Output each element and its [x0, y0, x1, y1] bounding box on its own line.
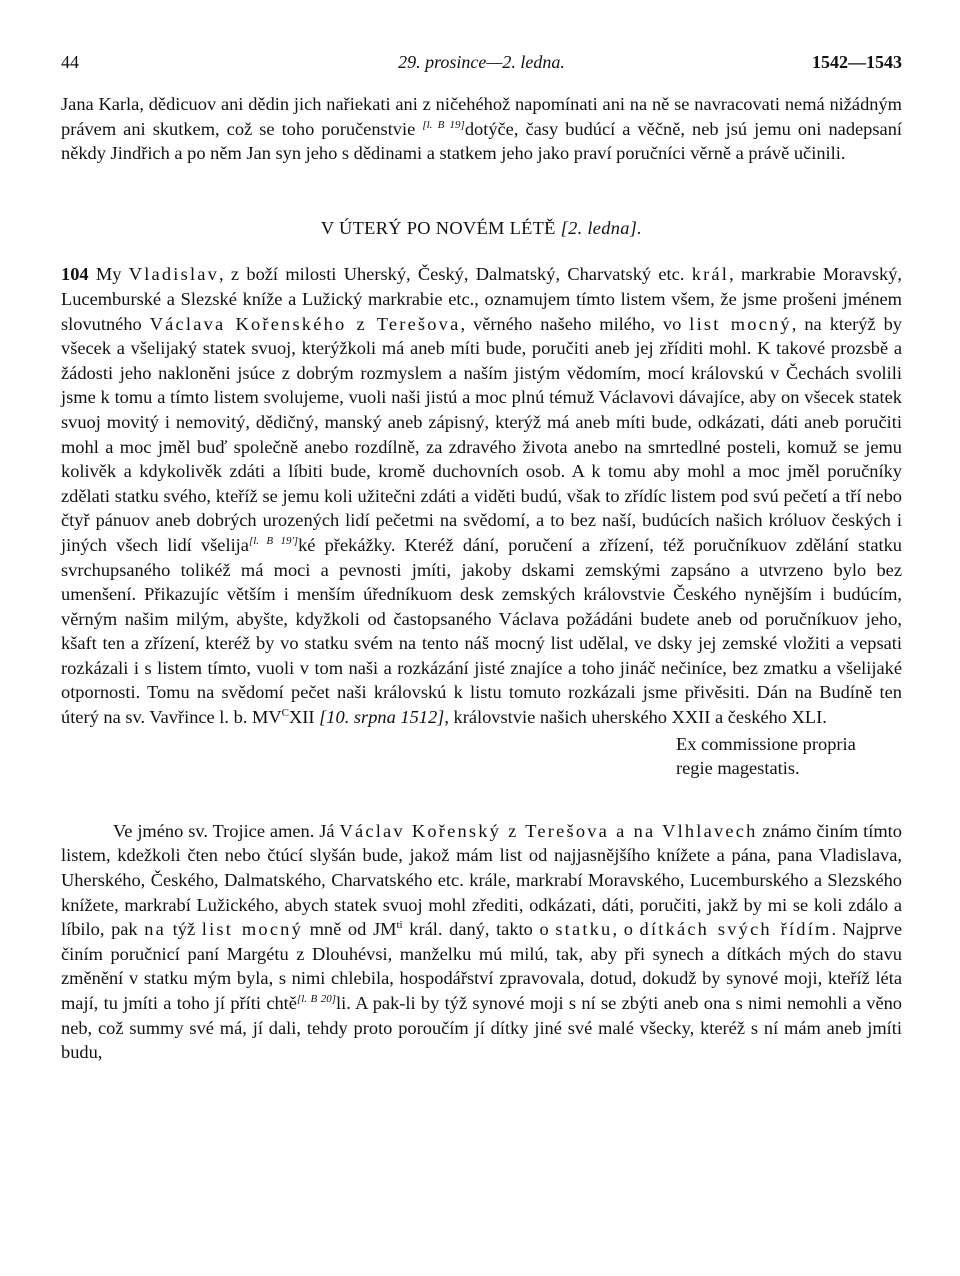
date-note: [10. srpna 1512]	[319, 707, 445, 728]
page-number: 44	[61, 52, 79, 72]
person-name: Václav Kořenský z Terešova a na Vlhlavech	[339, 820, 758, 841]
text-run: , markrabie Moravský, Lucemburské a Slezské kníže a Lužický markrabie etc., oznamujem tímto listem všem, že jsme prošeni jménem slovutného	[61, 264, 903, 334]
text-run: známo činím tímto listem, kdežkoli čten nebo čtúcí slyšán bude, jakož mám list od najjasnějšího knížete a pána, pana Vladislava, Uherského, Českého, Dalmatského, Charvatského etc. krále, markrabí Moravského, Lucemburského a Slezského knížete, markrabí Lužického, abych statek svuoj mohl zřediti, odkázati, dáti, poručiti, jakž by mi se koli zdálo a líbilo, pak	[61, 820, 902, 940]
text-run: mně od JM	[302, 919, 397, 940]
king-name: Vladislav	[128, 264, 220, 285]
superscript: ti	[396, 919, 403, 932]
testament-paragraph	[61, 819, 902, 1065]
heading-text: V ÚTERÝ PO NOVÉM LÉTĚ	[320, 217, 561, 238]
date-range: 29. prosince—2. ledna.	[398, 52, 565, 72]
year-range: 1542—1543	[812, 52, 902, 72]
document-104	[61, 262, 902, 729]
text-run: král. daný, takto o	[402, 919, 556, 940]
text-run: , královstvie našich uherského XXII a českého XLI.	[444, 707, 827, 728]
section-heading	[61, 216, 902, 241]
document-number: 104	[61, 264, 89, 285]
running-head	[61, 42, 902, 70]
term-list-mocny: list mocný	[689, 313, 792, 334]
text-run: Jana Karla, dědicuov ani dědin jich nařiekati ani z ničehéhož napomínati ani na ně se navracovati nemá nižádným právem ani skutkem, což se toho poručenstvie	[61, 94, 902, 139]
continuation-paragraph	[61, 92, 902, 166]
signature-line: regie magestatis.	[676, 758, 800, 779]
text-run: dotýče, časy budúcí a věčně, neb jsú jemu oni nadepsaní někdy Jindřich a po něm Jan syn jeho s dědinami a statkem jeho jako praví poručníci věrně a právě učinili.	[61, 118, 902, 164]
page	[61, 42, 902, 1065]
person-name: Václava Kořenského z Terešova	[149, 313, 461, 334]
term-list-mocny: list mocný	[201, 919, 303, 940]
text-run: My	[88, 264, 129, 285]
superscript: C	[281, 707, 289, 720]
signature-block	[676, 732, 896, 781]
text-run: . Najprve činím poručnicí paní Margétu z Dlouhévsi, manželku mú milú, tak, aby při synech a dítkách mých do stavu změnění v statku mým byla, s nimi chlebila, hospodářství zpravovala, dotud, dokudž by synové moji, kteříž léta mají, tu jmíti a toho jí příti chtě	[61, 919, 902, 1013]
heading-date: [2. ledna].	[560, 217, 643, 238]
title-word: král	[691, 264, 730, 285]
text-run: Ve jméno sv. Trojice amen. Já	[113, 820, 340, 841]
folio-note: [l. B 20]	[296, 993, 336, 1005]
spaced-word: statku	[555, 919, 613, 940]
folio-note: [l. B 19]	[422, 118, 465, 131]
text-run: , z boží milosti Uherský, Český, Dalmatský, Charvatský etc.	[219, 264, 692, 285]
text-run: , na kterýž by všecek a všelijaký statek svuoj, kterýžkoli má aneb míti bude, poručiti aneb jej zříditi mohl. K takové prozsbě a žádosti jeho nakloněni jsúce z dobrým rozmyslem a naším jistým vědomím, mocí královskú v Čechách svolili jsme k tomu a tímto listem svolujeme, vuoli naši jistú a moc plnú témuž Václavovi dávajíce, aby on všecek statek svuoj movitý i nemovitý, dědičný, manský aneb zápisný, kterýž má aneb míti bude, odkázati, dáti aneb poručiti mohl a moc jměl buď společně anebo rozdílně, za zdravého života anebo na smrtedlné posteli, komuž se jemu kolivěk a kdykolivěk zdáti a líbiti bude, kromě duchovních osob. A k tomu aby mohl a moc jměl poručníky zdělati statku svého, kteříž se jemu koli užitečni zdáti a viděti budú, však to zřídíc listem pod svú pečetí a tří nebo čtyř pánuov aneb dobrých urozených lidí pečetmi na svědomí, a to bez naší, budúcích našich króluov českých i jiných všech lidí všelija	[61, 313, 903, 555]
folio-note: [l. B 19']	[248, 534, 299, 547]
spaced-word: na	[144, 919, 167, 940]
text-run: XII	[289, 707, 320, 728]
text-run: týž	[166, 919, 202, 940]
spaced-phrase: dítkách svých řídím	[639, 919, 832, 940]
text-run: , věrného našeho milého, vo	[460, 313, 690, 334]
text-run: li. A pak-li by týž synové moji s ní se zbýti aneb ona s nimi nemohli a věno neb, což summy své má, jí dali, tehdy proto poroučím jí dítky jiné své malé všecky, kteréž s ní mám aneb jmíti budu,	[61, 993, 903, 1063]
text-run: ké překážky. Kteréž dání, poručení a zřízení, též poručníkuov zdělání statku svrchupsaného tolikéž má moci a pevnosti jmíti, jakoby dskami zemskými zapsáno a utvrzeno bylo bez umenšení. Přikazujíc větším i menším úředníkuom desk zemských královstvie Českého nynějším i budúcím, věrným našim milým, abyšte, kdyžkoli od častopsaného Václava požádáni budete aneb od poručníkuov jeho, kšaft ten a zřízení, kteréž by vo statku svém na tento náš mocný list udělal, ve dsky jej zemské vložiti a vepsati rozkázali i s listem tímto, vuoli v tom naši a rozkázání jisté znajíce a toho jináč nečiníce, bez zmatku a všelijaké otpornosti. Tomu na svědomí pečet naši královskú k listu tomuto rozkázali jsme přivěsiti. Dán na Budíně ten úterý na sv. Vavřince l. b. MV	[61, 534, 902, 728]
text-run: , o	[612, 919, 640, 940]
signature-line: Ex commissione propria	[676, 733, 856, 754]
